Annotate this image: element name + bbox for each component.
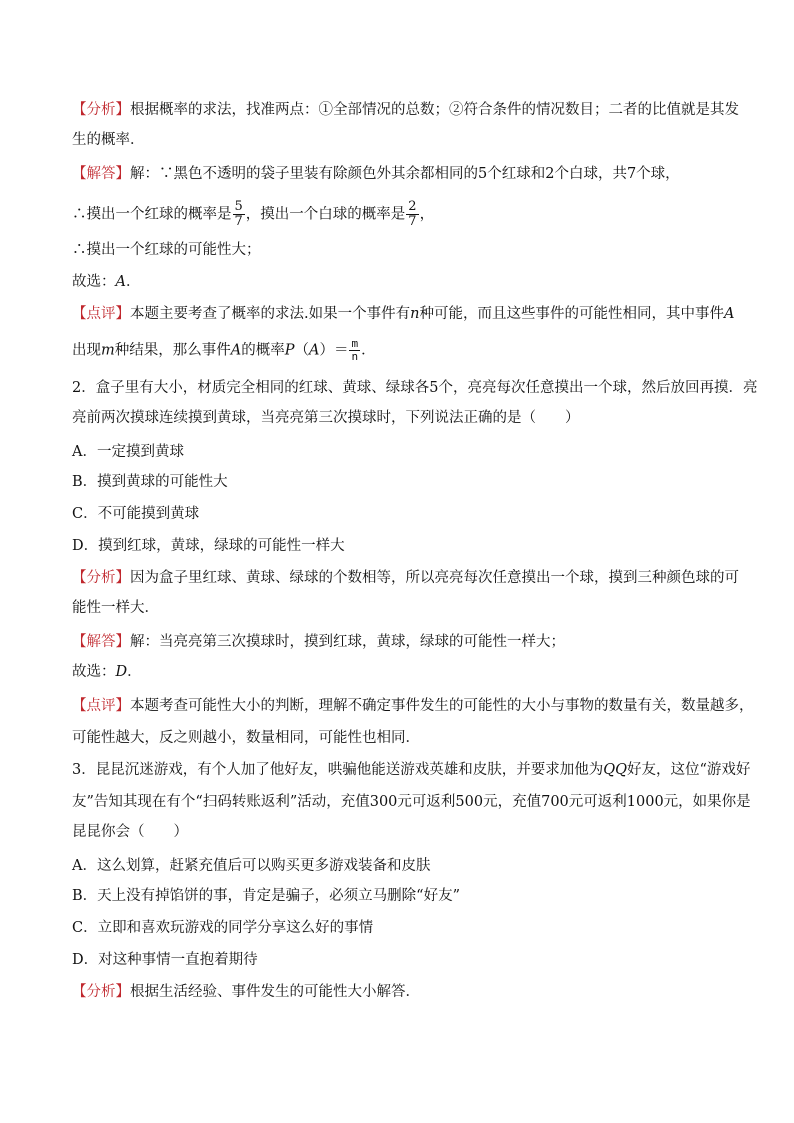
q3-stem-line-3: 昆昆你会（ ）: [72, 824, 188, 840]
q2-comment-line-1: 【点评】本题考查可能性大小的判断，理解不确定事件发生的可能性的大小与事物的数量有关，数量越多，: [72, 698, 754, 714]
q3-option-d: D．对这种事情一直抱着期待: [72, 952, 258, 968]
q2-option-b: B．摸到黄球的可能性大: [72, 474, 228, 490]
q2-choose: 故选：D．: [72, 664, 142, 680]
q2-stem-line-2: 亮前两次摸球连续摸到黄球，当亮亮第三次摸球时，下列说法正确的是（ ）: [72, 410, 580, 426]
q2-analysis-line-2: 能性一样大．: [72, 600, 159, 616]
p1-comment-line-1: 【点评】本题主要考查了概率的求法.如果一个事件有n种可能，而且这些事件的可能性相同，其中事件A: [72, 306, 735, 322]
q2-answer: 【解答】解：当亮亮第三次摸球时，摸到红球，黄球，绿球的可能性一样大；: [72, 634, 565, 650]
analysis-tag: 【分析】: [72, 102, 130, 118]
q2-analysis-line-1: 【分析】因为盒子里红球、黄球、绿球的个数相等，所以亮亮每次任意摸出一个球，摸到三种颜色球的可: [72, 570, 739, 586]
fraction-white-prob: $\frac{2}{7}$: [408, 199, 417, 229]
q2-option-a: A．一定摸到黄球: [72, 444, 184, 460]
comment-tag: 【点评】: [72, 306, 130, 322]
p1-comment-line-2: 出现m种结果，那么事件A的概率P（A）＝ $\frac{m}{n}$ ．: [72, 337, 376, 363]
q3-option-a: A．这么划算，赶紧充值后可以购买更多游戏装备和皮肤: [72, 858, 431, 874]
choice-answer: A: [115, 274, 126, 290]
p1-answer-line-1: 【解答】解：∵黑色不透明的袋子里装有除颜色外其余都相同的5个红球和2个白球，共7个球，: [72, 166, 680, 182]
p1-choose: 故选：A．: [72, 274, 141, 290]
q3-analysis: 【分析】根据生活经验、事件发生的可能性大小解答．: [72, 984, 420, 1000]
fraction-red-prob: $\frac{5}{7}$: [234, 199, 243, 229]
choice-answer: D: [115, 664, 128, 680]
fraction-m-over-n: $\frac{m}{n}$: [351, 337, 359, 363]
p1-analysis-line-1: 【分析】根据概率的求法，找准两点：①全部情况的总数；②符合条件的情况数目；二者的比值就是其发: [72, 102, 739, 118]
q2-option-c: C．不可能摸到黄球: [72, 506, 200, 522]
q3-option-b: B．天上没有掉馅饼的事，肯定是骗子，必须立马删除“好友”: [72, 888, 460, 904]
p1-analysis-line-2: 生的概率．: [72, 132, 145, 148]
q3-stem-line-1: 3．昆昆沉迷游戏，有个人加了他好友，哄骗他能送游戏英雄和皮肤，并要求加他为QQ好友，这位“游戏好: [72, 762, 751, 778]
q2-stem-line-1: 2．盒子里有大小，材质完全相同的红球、黄球、绿球各5个，亮亮每次任意摸出一个球，然后放回再摸．亮: [72, 380, 758, 396]
answer-tag: 【解答】: [72, 166, 130, 182]
p1-answer-line-3: ∴摸出一个红球的可能性大；: [72, 242, 261, 258]
q3-option-c: C．立即和喜欢玩游戏的同学分享这么好的事情: [72, 920, 374, 936]
p1-answer-line-2: ∴摸出一个红球的概率是 $\frac{5}{7}$ ，摸出一个白球的概率是 $\frac{2}{7}$ ，: [72, 199, 435, 229]
q2-comment-line-2: 可能性越大，反之则越小，数量相同，可能性也相同．: [72, 730, 420, 746]
q2-option-d: D．摸到红球，黄球，绿球的可能性一样大: [72, 538, 345, 554]
q3-stem-line-2: 友”告知其现在有个“扫码转账返利”活动，充值300元可返利500元，充值700元可返利1000元，如果你是: [72, 794, 751, 810]
